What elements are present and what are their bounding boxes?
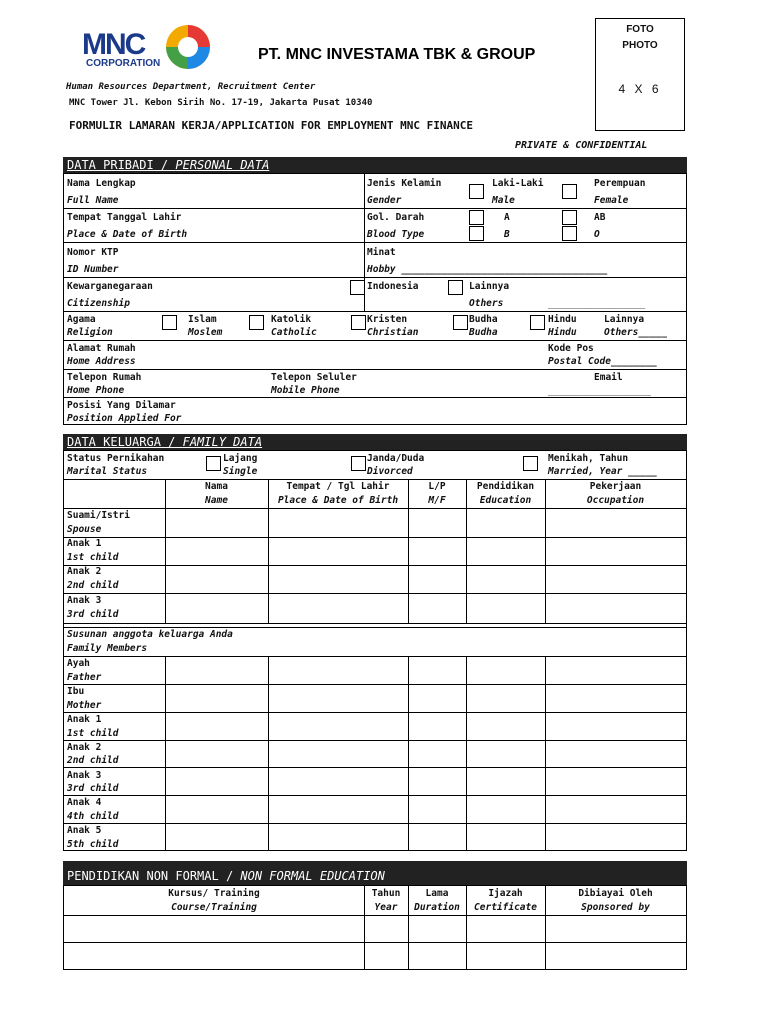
email-field[interactable]: __________________ [548,385,651,396]
section-title-id: DATA PRIBADI / [67,158,176,172]
gender-label: Jenis Kelamin [367,178,442,189]
other-citizenship-label: Lainnya [469,281,510,292]
other-citizenship-field[interactable]: _________________ [548,298,646,309]
personal-data-table [63,173,687,425]
kristen-label-en: Christian [367,327,419,338]
other-citizenship-checkbox[interactable] [448,280,463,295]
col-name-en: Name [205,495,228,506]
postal-field[interactable]: Postal Code________ [548,356,657,367]
row-child-3: Anak 3 [67,595,102,606]
col-course-en: Course/Training [171,902,257,913]
position-label-en: Position Applied For [67,413,182,424]
married-label: Menikah, Tahun [548,453,629,464]
postal-label: Kode Pos [548,343,594,354]
kristen-label: Kristen [367,314,408,325]
blood-a-checkbox[interactable] [469,210,484,225]
col-duration-en: Duration [414,902,460,913]
col-course: Kursus/ Training [168,888,260,899]
col-certificate: Ijazah [488,888,523,899]
blood-label-en: Blood Type [367,229,425,240]
email-label: Email [594,372,623,383]
col-occupation: Pekerjaan [589,481,642,492]
home-phone-label-en: Home Phone [67,385,125,396]
single-label: Lajang [223,453,258,464]
budha-label-en: Budha [469,327,498,338]
row-child-1b: Anak 1 [67,714,102,725]
other-religion-label: Lainnya [604,314,645,325]
birth-label: Tempat Tanggal Lahir [67,212,182,223]
col-duration: Lama [425,888,449,899]
col-year: Tahun [371,888,401,899]
citizenship-label: Kewarganegaraan [67,281,153,292]
row-child-1b-en: 1st child [67,728,119,739]
mobile-label-en: Mobile Phone [271,385,340,396]
col-gender: L/P [428,481,446,492]
married-checkbox[interactable] [523,456,538,471]
col-occupation-en: Occupation [586,495,645,506]
ktp-label: Nomor KTP [67,247,119,258]
section-personal-data [63,157,687,173]
row-child-2b: Anak 2 [67,742,102,753]
hindu-label-en: Hindu [548,327,577,338]
blood-ab-checkbox[interactable] [562,210,577,225]
row-spouse: Suami/Istri [67,510,130,521]
marital-label: Status Pernikahan [67,453,165,464]
married-label-en: Married, Year _____ [548,466,657,477]
divorced-checkbox[interactable] [351,456,366,471]
col-birth: Tempat / Tgl Lahir [286,481,390,492]
other-citizenship-label-en: Others [469,298,504,309]
male-label-en: Male [492,195,515,206]
education-table [63,885,687,970]
blood-b-label: B [504,229,510,240]
row-spouse-en: Spouse [67,524,102,535]
male-label: Laki-Laki [492,178,544,189]
islam-label-en: Moslem [188,327,223,338]
divorced-label-en: Divorced [367,466,413,477]
form-title: FORMULIR LAMARAN KERJA/APPLICATION FOR EMPLOYMENT MNC FINANCE [69,119,473,132]
section-title-en: NON FORMAL EDUCATION [240,869,385,883]
col-sponsor: Dibiayai Oleh [578,888,653,899]
row-child-3b: Anak 3 [67,770,102,781]
indonesia-label: Indonesia [367,281,419,292]
male-checkbox[interactable] [469,184,484,199]
gender-label-en: Gender [367,195,402,206]
logo-text: MNC [82,28,145,61]
col-birth-en: Place & Date of Birth [277,495,399,506]
budha-checkbox[interactable] [453,315,468,330]
ktp-label-en: ID Number [67,264,119,275]
row-child-4-en: 4th child [67,811,119,822]
single-label-en: Single [223,466,258,477]
budha-label: Budha [469,314,498,325]
birth-label-en: Place & Date of Birth [67,229,188,240]
full-name-label: Nama Lengkap [67,178,136,189]
row-father: Ayah [67,658,90,669]
photo-label-en: PHOTO [622,40,658,51]
home-phone-label: Telepon Rumah [67,372,142,383]
citizenship-label-en: Citizenship [67,298,130,309]
address-label: Alamat Rumah [67,343,136,354]
row-child-1: Anak 1 [67,538,102,549]
logo-subtext: CORPORATION [86,58,161,69]
kristen-checkbox[interactable] [351,315,366,330]
hindu-checkbox[interactable] [530,315,545,330]
section-family-data [63,434,687,450]
row-child-3-en: 3rd child [67,609,119,620]
col-gender-en: M/F [428,495,446,506]
divorced-label: Janda/Duda [367,453,425,464]
row-mother-en: Mother [67,700,102,711]
female-label: Perempuan [594,178,646,189]
row-child-1-en: 1st child [67,552,119,563]
female-label-en: Female [594,195,629,206]
row-father-en: Father [67,672,102,683]
photo-size: 4 X 6 [618,82,662,96]
col-sponsor-en: Sponsored by [581,902,650,913]
mobile-label: Telepon Seluler [271,372,357,383]
religion-label-en: Religion [67,327,113,338]
row-child-5: Anak 5 [67,825,102,836]
family-data-table [63,450,687,851]
hobby-label: Minat [367,247,396,258]
col-certificate-en: Certificate [474,902,537,913]
katolik-checkbox[interactable] [249,315,264,330]
blood-b-checkbox[interactable] [469,226,484,241]
address-label-en: Home Address [67,356,136,367]
row-child-3b-en: 3rd child [67,783,119,794]
logo-orb-icon [162,22,216,72]
col-education: Pendidikan [476,481,535,492]
blood-o-label: O [594,229,600,240]
other-religion-field[interactable]: Others_____ [604,327,667,338]
col-year-en: Year [374,902,398,913]
row-child-2: Anak 2 [67,566,102,577]
position-label: Posisi Yang Dilamar [67,400,176,411]
col-name: Nama [205,481,228,492]
hobby-field[interactable]: Hobby ____________________________________ [367,264,608,275]
blood-ab-label: AB [594,212,606,223]
full-name-label-en: Full Name [67,195,119,206]
islam-label: Islam [188,314,217,325]
blood-label: Gol. Darah [367,212,425,223]
section-title-en: PERSONAL DATA [175,158,270,172]
religion-label: Agama [67,314,96,325]
katolik-label: Katolik [271,314,312,325]
section-title-id: PENDIDIKAN NON FORMAL / [67,869,241,883]
col-education-en: Education [479,495,532,506]
row-child-4: Anak 4 [67,797,102,808]
family-members-label-en: Family Members [67,643,148,654]
blood-o-checkbox[interactable] [562,226,577,241]
family-members-label: Susunan anggota keluarga Anda [67,629,233,640]
row-child-2-en: 2nd child [67,580,119,591]
islam-checkbox[interactable] [162,315,177,330]
katolik-label-en: Catholic [271,327,317,338]
confidential-label: PRIVATE & CONFIDENTIAL [515,140,648,151]
section-title-en: FAMILY DATA [182,435,263,449]
company-logo [82,22,214,72]
address: MNC Tower Jl. Kebon Sirih No. 17-19, Jakarta Pusat 10340 [69,98,373,108]
single-checkbox[interactable] [206,456,221,471]
indonesia-checkbox[interactable] [350,280,365,295]
female-checkbox[interactable] [562,184,577,199]
section-education [63,861,687,885]
row-child-5-en: 5th child [67,839,119,850]
photo-label-id: FOTO [626,24,654,35]
row-mother: Ibu [67,686,85,697]
photo-box [595,18,685,131]
blood-a-label: A [504,212,510,223]
section-title-id: DATA KELUARGA / [67,435,183,449]
marital-label-en: Marital Status [67,466,148,477]
hindu-label: Hindu [548,314,577,325]
row-child-2b-en: 2nd child [67,755,119,766]
department: Human Resources Department, Recruitment Center [66,82,316,92]
company-name: PT. MNC INVESTAMA TBK & GROUP [258,46,536,63]
